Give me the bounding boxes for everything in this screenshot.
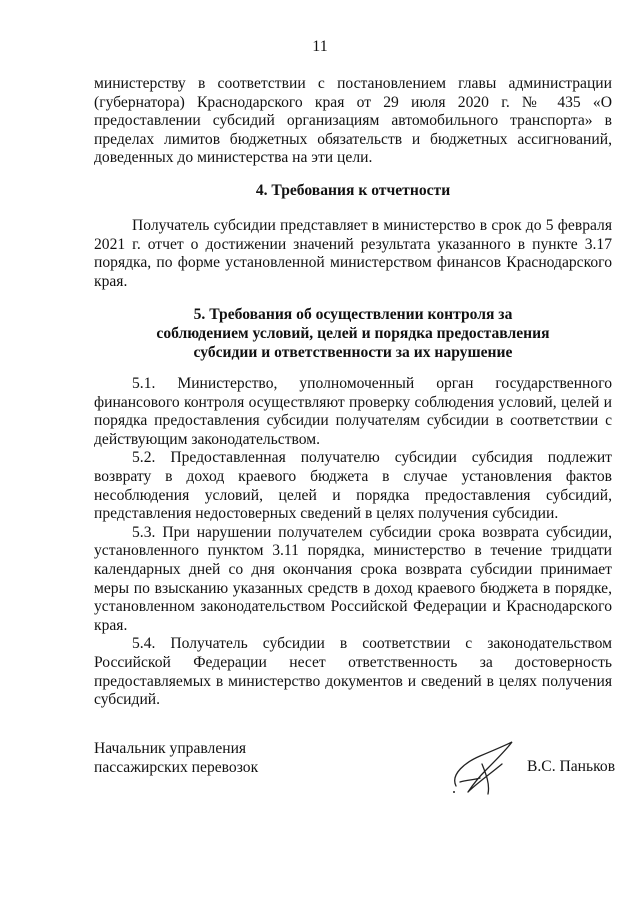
signatory-name: В.С. Паньков [527,758,616,775]
section-5-paragraph: 5.2. Предоставленная получателю субсидии субсидия подлежит возврату в доход краевого бюджета в случае установления фактов несоблюдения условий, целей и порядка предоставления субсидий, представления недостоверных сведений в целях получения субсидии. [94,449,612,523]
section-5-heading [94,305,612,362]
section-5-paragraph: 5.1. Министерство, уполномоченный орган государственного финансового контроля осуществляют проверку соблюдения условий, целей и порядка предоставления субсидии получателям субсидии в соответствии с действующим законодательством. [94,375,612,448]
section-5-body [94,375,612,710]
signatory-position-line: Начальник управления [94,740,247,757]
signatory-position [94,739,258,777]
section-4-paragraph: Получатель субсидии представляет в министерство в срок до 5 февраля 2021 г. отчет о достижении значений результата указанного в пункте 3.17 порядка, по форме установленной министерством финансов Краснодарского края. [94,217,612,290]
intro-paragraph-block [94,75,612,168]
section-5-heading-line: субсидии и ответственности за их нарушение [193,344,513,361]
section-4-heading-text: 4. Требования к отчетности [255,182,451,199]
section-5-heading-line: 5. Требования об осуществлении контроля за [193,306,513,323]
section-5-heading-line: соблюдением условий, целей и порядка предоставления [156,325,550,342]
intro-paragraph: министерству в соответствии с постановлением главы администрации (губернатора) Краснодарского края от 29 июля 2020 г. № 435 «О предоставлении субсидий организациям автомобильного транспорта» в пределах лимитов бюджетных обязательств и бюджетных ассигнований, доведенных до министерства на эти цели. [94,75,612,167]
section-5-paragraph: 5.3. При нарушении получателем субсидии срока возврата субсидии, установленного пунктом 3.11 порядка, министерство в течение тридцати календарных дней со дня окончания срока возврата субсидии принимает меры по взысканию указанных средств в доход краевого бюджета в порядке, установленном законодательством Российской Федерации и Краснодарского края. [94,523,612,634]
signatory-position-line: пассажирских перевозок [94,759,259,776]
section-5-paragraph: 5.4. Получатель субсидии в соответствии с законодательством Российской Федерации несет ответственность за достоверность предоставляемых в министерство документов и сведений в целях получения субсидий. [94,635,612,709]
section-4-heading [94,181,612,200]
page-number: 11 [312,38,328,55]
section-4-body [94,217,612,291]
handwritten-signature [446,734,526,800]
